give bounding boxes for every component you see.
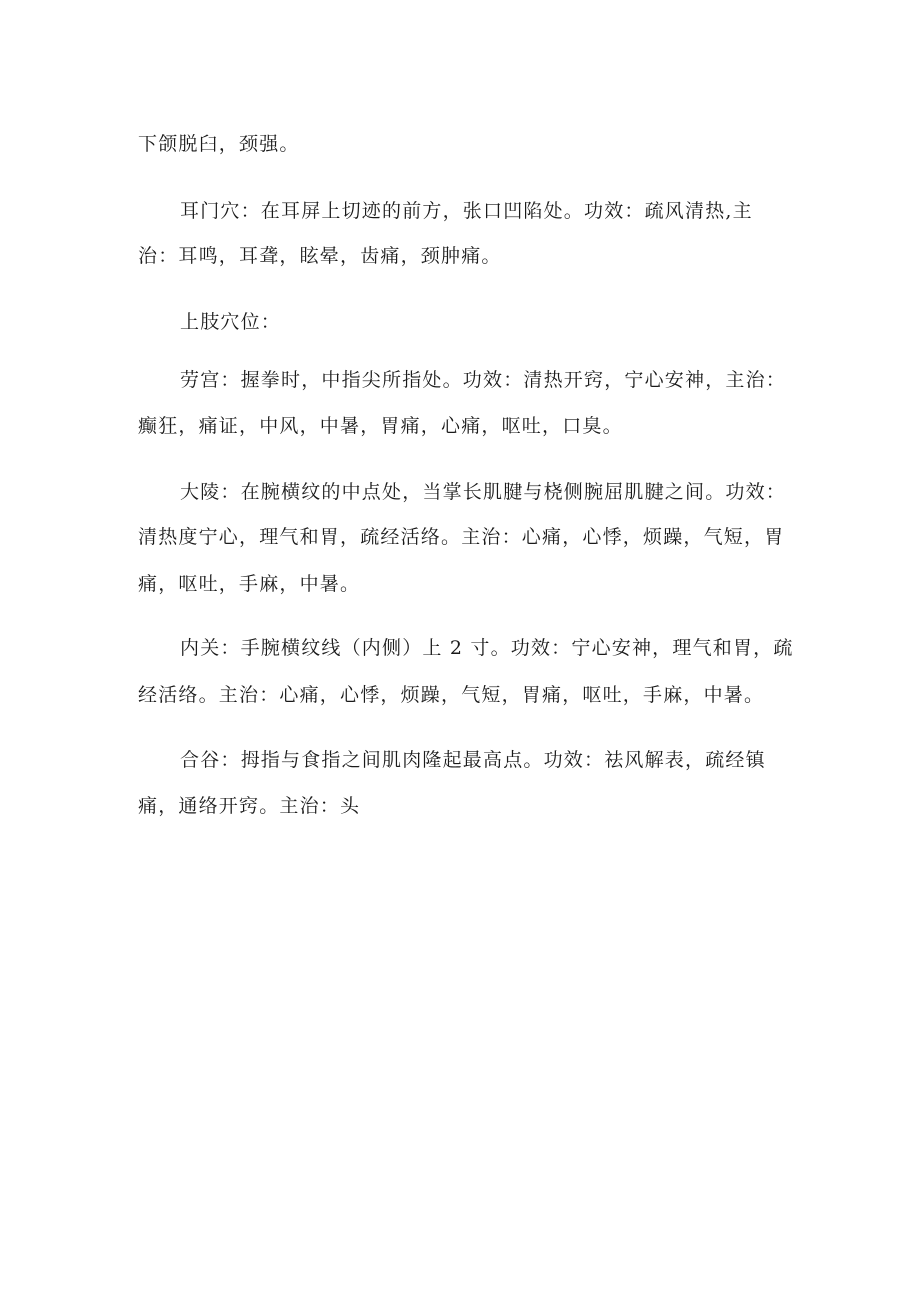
text-line-neiguan-2: 经活络。主治：心痛，心悸，烦躁，气短，胃痛，呕吐，手麻，中暑。 <box>138 684 765 706</box>
text-line-daling-3: 痛，呕吐，手麻，中暑。 <box>138 573 361 595</box>
text-line-ermen-2: 治：耳鸣，耳聋，眩晕，齿痛，颈肿痛。 <box>138 245 502 267</box>
text-line-neiguan-1: 内关：手腕横纹线（内侧）上 2 寸。功效：宁心安神，理气和胃，疏 <box>180 637 794 659</box>
section-heading-upper-limb: 上肢穴位： <box>180 311 282 333</box>
text-line-ermen-1: 耳门穴：在耳屏上切迹的前方，张口凹陷处。功效：疏风清热,主 <box>180 200 753 222</box>
text-line-mandible: 下颌脱臼，颈强。 <box>138 133 300 155</box>
text-line-hegu-2: 痛，通络开窍。主治：头 <box>138 795 361 817</box>
text-line-laogong-2: 癫狂，痛证，中风，中暑，胃痛，心痛，呕吐，口臭。 <box>138 415 623 437</box>
text-line-hegu-1: 合谷：拇指与食指之间肌肉隆起最高点。功效：祛风解表，疏经镇 <box>180 749 766 771</box>
text-line-daling-2: 清热度宁心，理气和胃，疏经活络。主治：心痛，心悸，烦躁，气短，胃 <box>138 526 785 548</box>
text-line-laogong-1: 劳宫：握拳时，中指尖所指处。功效：清热开窍，宁心安神，主治： <box>180 369 787 391</box>
text-line-daling-1: 大陵：在腕横纹的中点处，当掌长肌腱与桡侧腕屈肌腱之间。功效： <box>180 481 787 503</box>
